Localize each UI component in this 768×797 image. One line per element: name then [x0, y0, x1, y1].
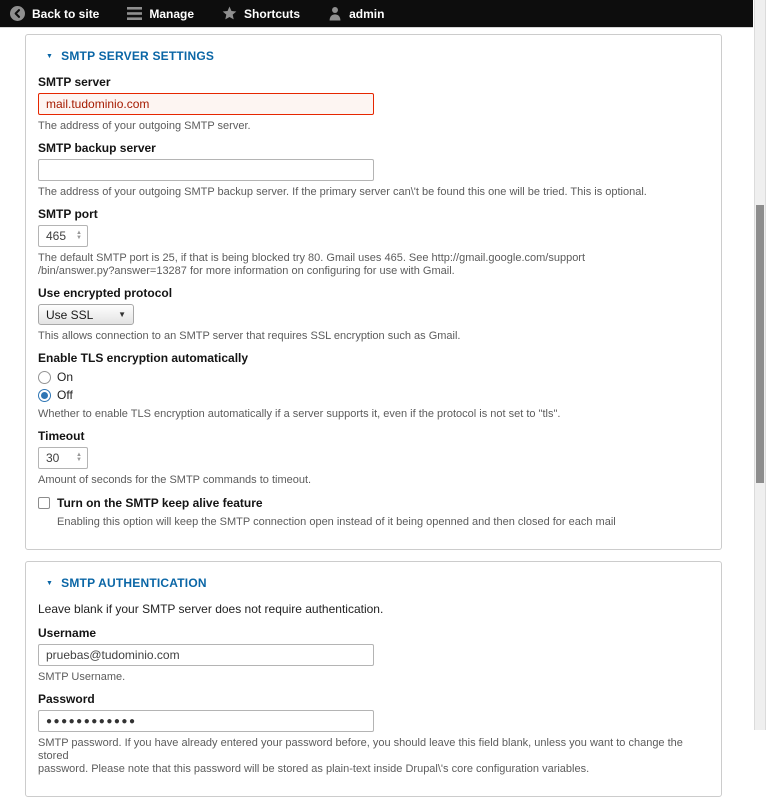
fieldset-legend-smtp-server-settings[interactable] — [46, 49, 709, 63]
checkbox-unchecked-icon — [38, 497, 50, 509]
toolbar-shortcuts[interactable] — [222, 0, 314, 28]
fieldset-legend-smtp-authentication[interactable] — [46, 576, 709, 590]
user-icon — [328, 6, 342, 21]
chevron-down-icon: ▼ — [118, 310, 126, 319]
toolbar-item-label: Manage — [149, 6, 195, 21]
authentication-intro-text: Leave blank if your SMTP server does not require authentication. — [38, 602, 384, 616]
radio-unchecked-icon — [38, 371, 51, 384]
timeout-value[interactable] — [46, 451, 70, 465]
selected-option: Use SSL — [46, 307, 94, 322]
smtp-port-description: The default SMTP port is 25, if that is being blocked try 80. Gmail uses 465. See http://gmail.google.com/support /bin/answer.py?answer=13287 for more information on configuring for use with Gmail. — [38, 252, 586, 277]
radio-option-label: Off — [57, 388, 73, 402]
radio-option-label: On — [57, 370, 74, 384]
smtp-port-input[interactable] — [38, 225, 88, 247]
keep-alive-description: Enabling this option will keep the SMTP connection open instead of it being openned and then closed for each mail — [57, 516, 616, 528]
toolbar-manage[interactable] — [127, 0, 208, 28]
form-item-username — [38, 626, 709, 684]
number-spinner-icon[interactable]: ▲ ▼ — [76, 452, 82, 463]
timeout-label: Timeout — [38, 429, 85, 443]
toolbar-back-to-site[interactable] — [10, 0, 113, 28]
form-item-smtp-server — [38, 75, 709, 133]
encrypted-protocol-label: Use encrypted protocol — [38, 286, 173, 300]
encrypted-protocol-select[interactable] — [38, 304, 134, 325]
form-item-smtp-backup-server — [38, 141, 709, 199]
vertical-scrollbar-thumb[interactable] — [756, 205, 764, 483]
hamburger-icon — [127, 7, 142, 20]
toolbar-item-label: Shortcuts — [244, 6, 301, 21]
keep-alive-checkbox-row[interactable] — [38, 495, 709, 511]
vertical-scrollbar-track[interactable] — [754, 0, 766, 730]
password-label: Password — [38, 692, 95, 706]
star-icon — [222, 6, 237, 21]
username-description: SMTP Username. — [38, 671, 126, 683]
smtp-port-value[interactable] — [46, 229, 70, 243]
collapse-arrow-icon: ▼ — [46, 579, 54, 587]
smtp-server-input[interactable] — [38, 93, 374, 115]
tls-radio-option-on[interactable] — [38, 369, 709, 385]
smtp-server-description: The address of your outgoing SMTP server. — [38, 120, 251, 132]
timeout-input[interactable] — [38, 447, 88, 469]
legend-text: SMTP SERVER SETTINGS — [61, 49, 215, 63]
password-input[interactable] — [38, 710, 374, 732]
smtp-server-label: SMTP server — [38, 75, 111, 89]
tls-radio-option-off[interactable] — [38, 387, 709, 403]
fieldset-smtp-authentication — [25, 561, 722, 797]
smtp-backup-server-description: The address of your outgoing SMTP backup server. If the primary server can\'t be found this one will be tried. This is optional. — [38, 186, 647, 198]
toolbar-admin-user[interactable] — [328, 0, 398, 28]
tls-encryption-label: Enable TLS encryption automatically — [38, 351, 249, 365]
tls-encryption-description: Whether to enable TLS encryption automatically if a server supports it, even if the protocol is not set to "tls". — [38, 408, 561, 420]
keep-alive-label: Turn on the SMTP keep alive feature — [57, 496, 263, 510]
timeout-description: Amount of seconds for the SMTP commands to timeout. — [38, 474, 312, 486]
back-arrow-icon — [10, 6, 25, 21]
fieldset-smtp-server-settings — [25, 34, 722, 550]
form-item-tls-encryption — [38, 351, 709, 421]
form-item-encrypted-protocol — [38, 286, 709, 343]
smtp-backup-server-label: SMTP backup server — [38, 141, 156, 155]
collapse-arrow-icon: ▼ — [46, 52, 54, 60]
number-spinner-icon[interactable]: ▲ ▼ — [76, 230, 82, 241]
smtp-port-label: SMTP port — [38, 207, 98, 221]
password-description: SMTP password. If you have already entered your password before, you should leave this field blank, unless you want to change the stored password. Please note that this password will be stored as plain-text inside Drupal\'s core configuration variables. — [38, 737, 683, 775]
encrypted-protocol-description: This allows connection to an SMTP server that requires SSL encryption such as Gmail. — [38, 330, 461, 342]
legend-text: SMTP AUTHENTICATION — [61, 576, 207, 590]
toolbar-item-label: Back to site — [32, 6, 100, 21]
settings-form — [0, 28, 768, 797]
toolbar-item-label: admin — [349, 6, 385, 21]
form-item-smtp-port — [38, 207, 709, 278]
form-item-keep-alive — [38, 495, 709, 529]
radio-checked-icon — [38, 389, 51, 402]
form-item-password — [38, 692, 709, 776]
admin-toolbar — [0, 0, 753, 28]
username-input[interactable] — [38, 644, 374, 666]
username-label: Username — [38, 626, 97, 640]
form-item-timeout — [38, 429, 709, 487]
smtp-backup-server-input[interactable] — [38, 159, 374, 181]
